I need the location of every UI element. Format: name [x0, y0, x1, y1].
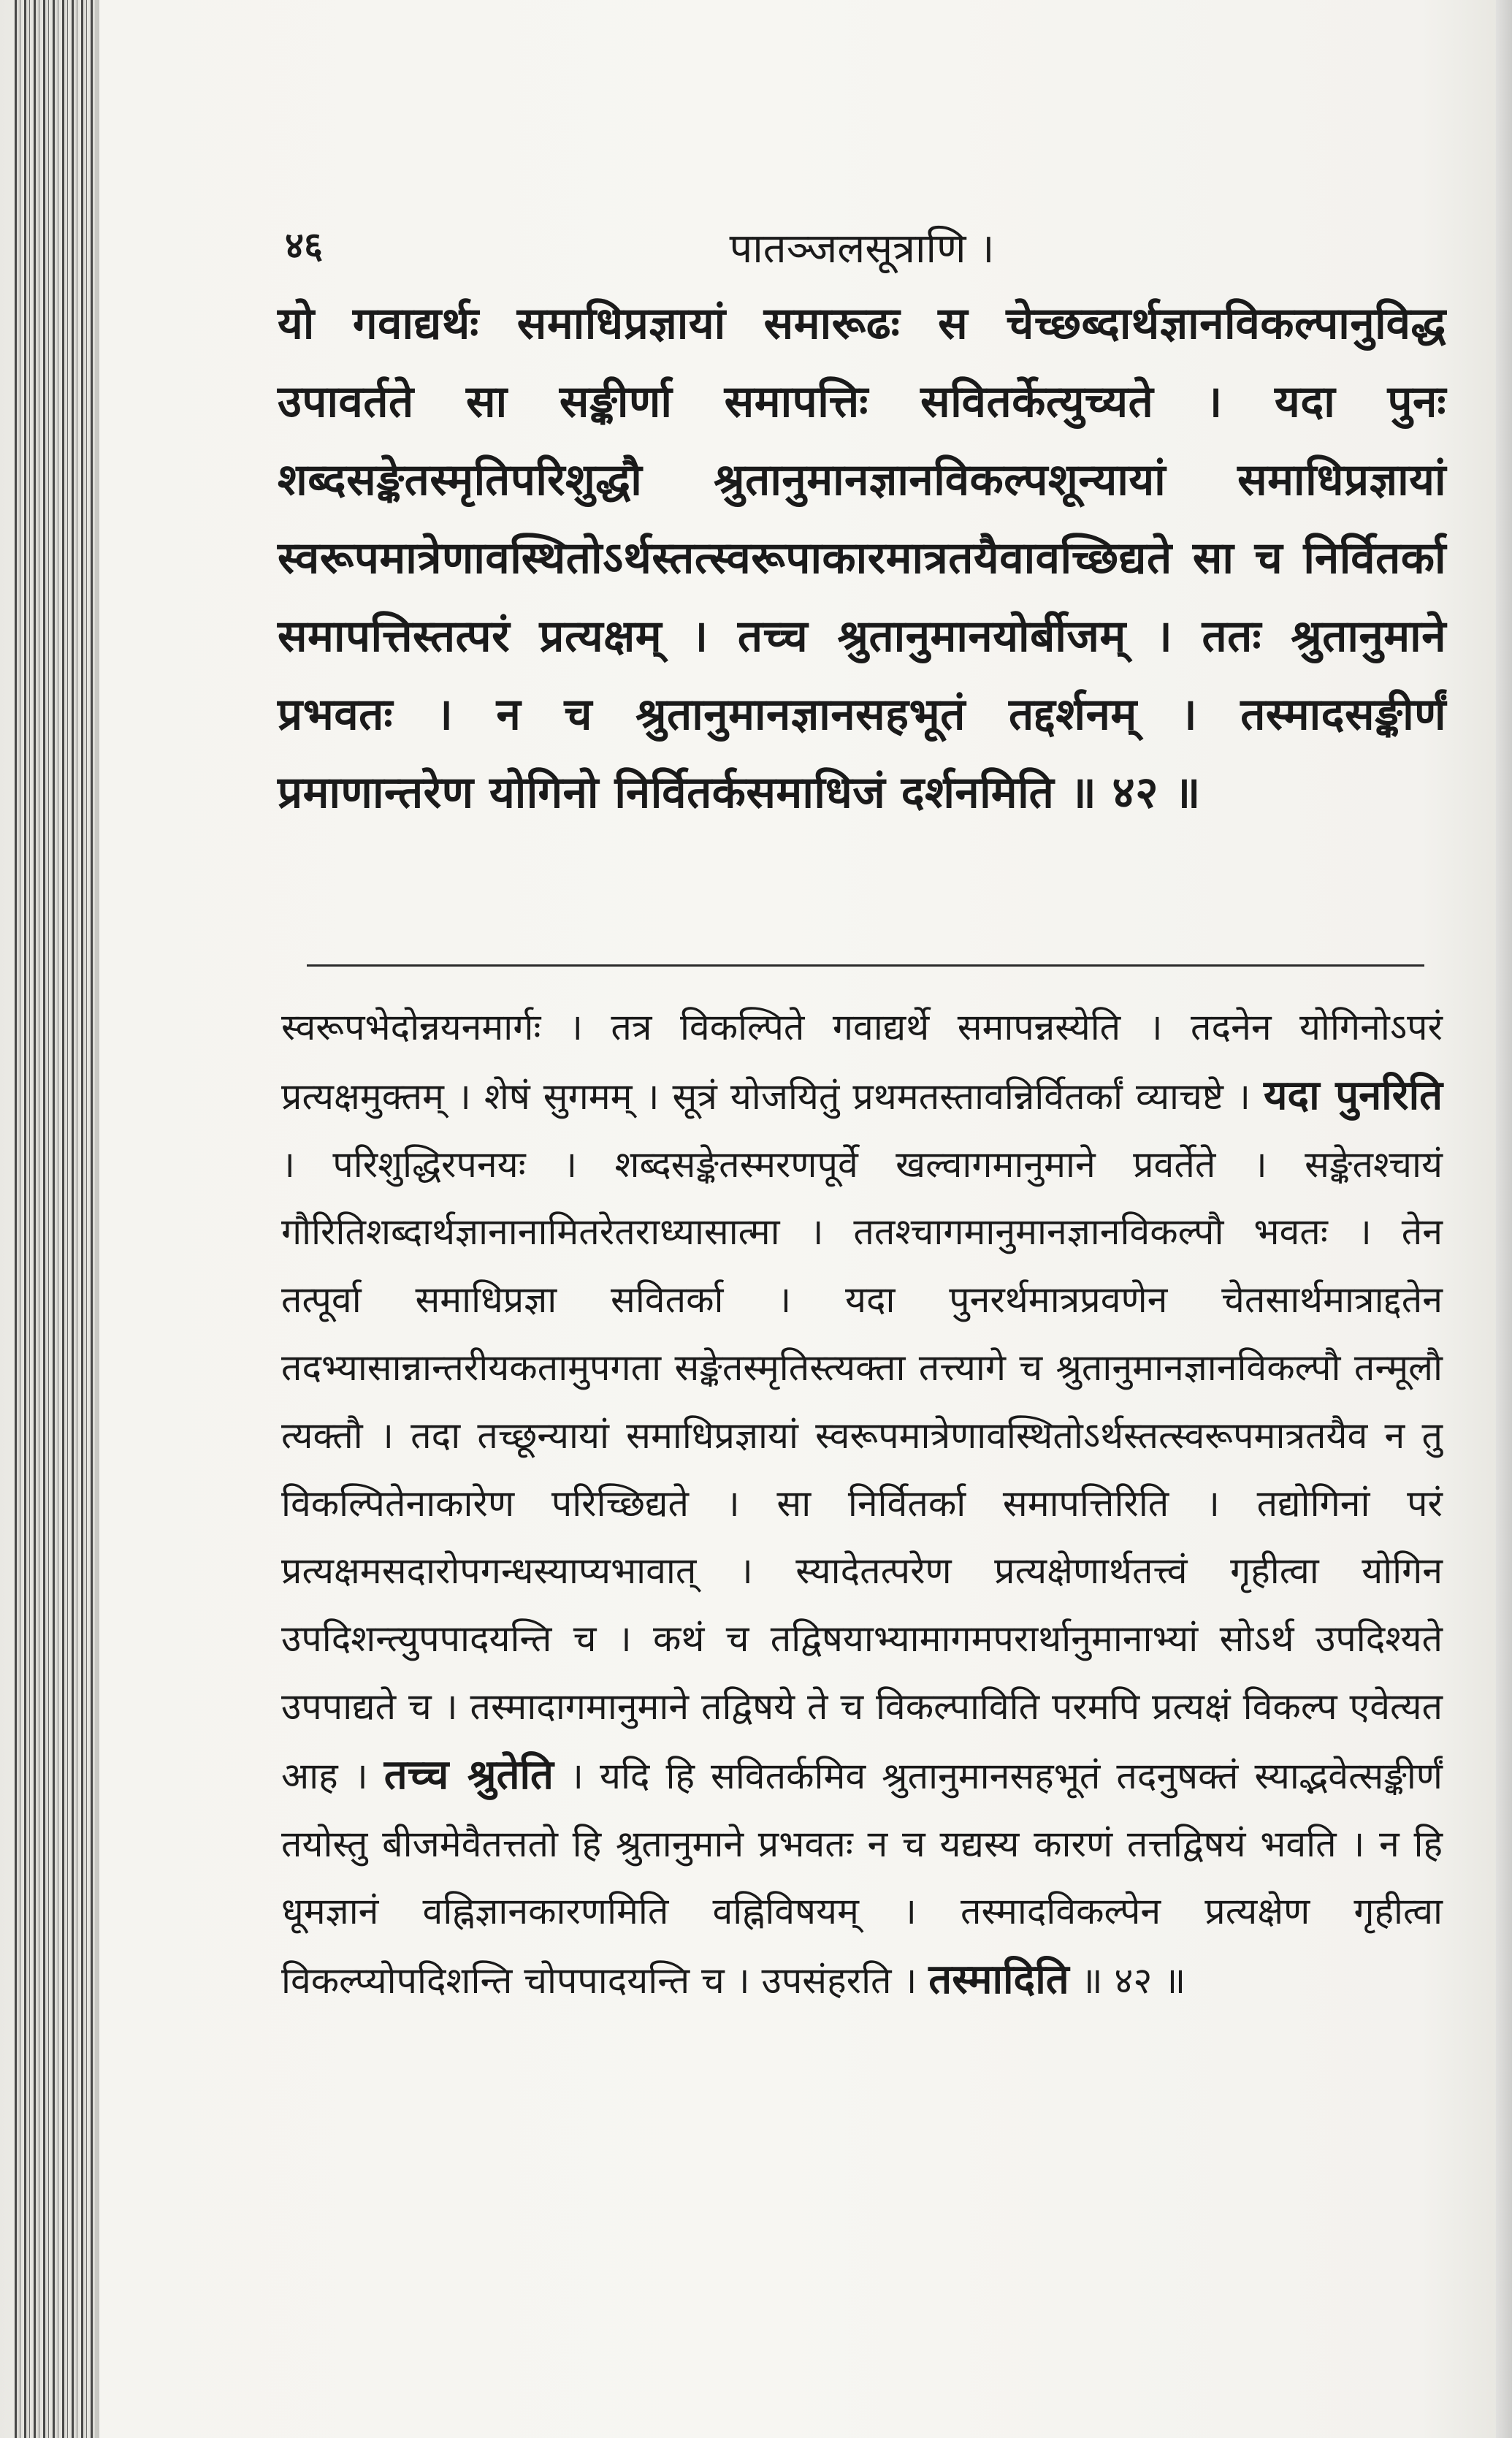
commentary-pratika-2: तच्च श्रुतेति — [383, 1750, 554, 1799]
running-title: पातञ्जलसूत्राणि । — [729, 225, 995, 273]
page-number: ४६ — [285, 224, 323, 267]
commentary-text-block — [281, 994, 1443, 2015]
commentary-segment-4: ॥ ४२ ॥ — [1080, 1959, 1186, 2003]
bhashya-text-block: यो गवाद्यर्थः समाधिप्रज्ञायां समारूढः स चेच्छब्दार्थज्ञानविकल्पानुविद्ध उपावर्तते सा सङ्कीर्णा समापत्तिः सवितर्केत्युच्यते । यदा पुनः शब्दसङ्केतस्मृतिपरिशुद्धौ श्रुतानुमानज्ञानविकल्पशून्यायां समाधिप्रज्ञायां स्वरूपमात्रेणावस्थितोऽर्थस्तत्स्वरूपाकारमात्रतयैवावच्छिद्यते सा च निर्वितर्का समापत्तिस्तत्परं प्रत्यक्षम् । तच्च श्रुतानुमानयोर्बीजम् । ततः श्रुतानुमाने प्रभवतः । न च श्रुतानुमानज्ञानसहभूतं तद्दर्शनम् । तस्मादसङ्कीर्णं प्रमाणान्तरेण योगिनो निर्वितर्कसमाधिजं दर्शनमिति ॥ ४२ ॥ — [278, 298, 1446, 818]
book-spine-binding — [15, 0, 95, 2438]
commentary-segment-2: । परिशुद्धिरपनयः । शब्दसङ्केतस्मरणपूर्वे खल्वागमानुमाने प्रवर्तेते । सङ्केतश्चायं गौरितिशब्दार्थज्ञानानामितरेतराध्यासात्मा । ततश्चागमानुमानज्ञानविकल्पौ भवतः । तेन तत्पूर्वा समाधिप्रज्ञा सवितर्का । यदा पुनरर्थमात्रप्रवणेन चेतसार्थमात्राद्दतेन तदभ्यासान्नान्तरीयकतामुपगता सङ्केतस्मृतिस्त्यक्ता तत्त्यागे च श्रुतानुमानज्ञानविकल्पौ तन्मूलौ त्यक्तौ । तदा तच्छून्यायां समाधिप्रज्ञायां स्वरूपमात्रेणावस्थितोऽर्थस्तत्स्वरूपमात्रतयैव न तु विकल्पितेनाकारेण परिच्छिद्यते । सा निर्वितर्का समापत्तिरिति । तद्योगिनां परं प्रत्यक्षमसदारोपगन्धस्याप्यभावात् । स्यादेतत्परेण प्रत्यक्षेणार्थतत्त्वं गृहीत्वा योगिन उपदिशन्त्युपपादयन्ति च । कथं च तद्विषयाभ्यामागमपरार्थानुमानाभ्यां सोऽर्थ उपदिश्यते उपपाद्यते च । तस्मादागमानुमाने तद्विषये ते च विकल्पाविति परमपि प्रत्यक्षं विकल्प एवेत्यत आह । — [281, 1143, 1443, 1797]
section-divider — [307, 964, 1424, 967]
commentary-pratika-3: तस्मादिति — [928, 1955, 1069, 2004]
spine-shadow — [95, 0, 99, 2438]
commentary-pratika-1: यदा पुनरिति — [1263, 1070, 1443, 1119]
page-header — [285, 219, 1439, 278]
commentary-segment-3: । यदि हि सवितर्कमिव श्रुतानुमानसहभूतं तदनुषक्तं स्याद्भवेत्सङ्कीर्णं तयोस्तु बीजमेवैतत्ततो हि श्रुतानुमाने प्रभवतः न च यद्यस्य कारणं तत्तद्विषयं भवति । न हि धूमज्ञानं वह्निज्ञानकारणमिति वह्निविषयम् । तस्मादविकल्पेन प्रत्यक्षेण गृहीत्वा विकल्प्योपदिशन्ति चोपपादयन्ति च । उपसंहरति । — [281, 1754, 1443, 2003]
page-right-edge — [1496, 0, 1512, 2438]
commentary-segment-1: स्वरूपभेदोन्नयनमार्गः । तत्र विकल्पिते गवाद्यर्थे समापन्नस्येति । तदनेन योगिनोऽपरं प्रत्यक्षमुक्तम् । शेषं सुगमम् । सूत्रं योजयितुं प्रथमतस्तावन्निर्वितर्कां व्याचष्टे । — [281, 1006, 1443, 1118]
